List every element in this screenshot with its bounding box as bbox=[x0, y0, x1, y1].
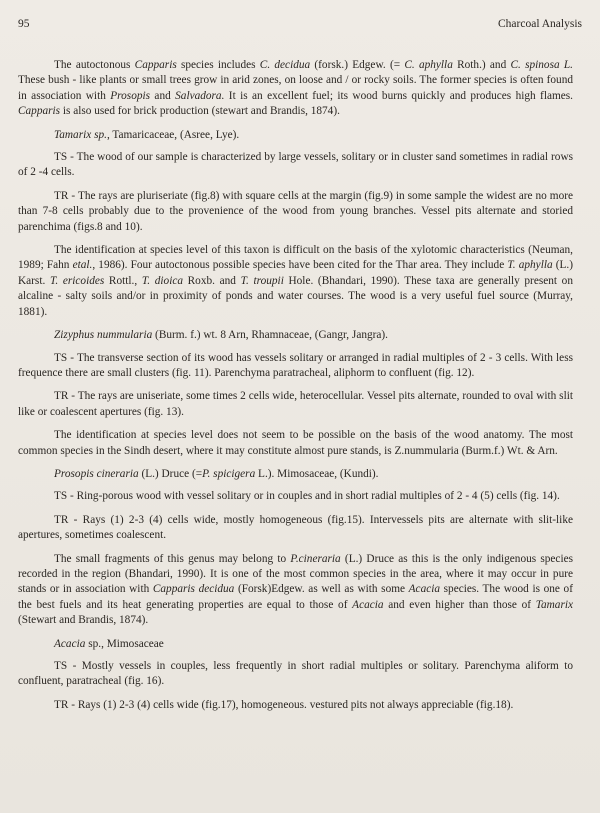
italic-run: Acacia bbox=[54, 637, 86, 650]
text-run: species includes bbox=[176, 59, 260, 71]
text-run: and bbox=[150, 89, 176, 102]
paragraph bbox=[18, 58, 573, 120]
text-run: TS - Mostly vessels in couples, less frequently in short radial multiples or solitary. Parenchyma aliform to confluent, paratracheal (fig. 16). bbox=[18, 660, 573, 688]
italic-run: T. dioica bbox=[141, 274, 183, 287]
page-header bbox=[18, 18, 582, 36]
text-run: TS - The transverse section of its wood has vessels solitary or arranged in radial multiples of 2 - 3 cells. With less frequence there are small clusters (fig. 11). Parenchyma paratracheal, aliphorm to confluent (fig. 12). bbox=[18, 351, 573, 379]
running-title: Charcoal Analysis bbox=[498, 18, 582, 30]
text-run: Roth.) and bbox=[452, 59, 511, 71]
species-heading bbox=[18, 637, 573, 652]
species-heading bbox=[18, 467, 573, 482]
text-run: species. The wood is one of the best fuels and its heat generating properties are equal to those of bbox=[18, 583, 573, 611]
italic-run: Acacia bbox=[352, 598, 384, 611]
text-run: The small fragments of this genus may belong to bbox=[54, 552, 291, 565]
text-run: (forsk.) Edgew. (= bbox=[310, 59, 405, 71]
italic-run: Capparis bbox=[18, 105, 61, 118]
paragraph bbox=[18, 189, 573, 235]
italic-run: C. spinosa L. bbox=[510, 59, 573, 71]
text-run: Rottl., bbox=[104, 274, 142, 287]
body-text bbox=[18, 58, 573, 721]
paragraph bbox=[18, 150, 573, 181]
paragraph bbox=[18, 389, 573, 420]
italic-run: Capparis decidua bbox=[152, 583, 235, 596]
italic-run: T. aphylla bbox=[507, 259, 553, 272]
paragraph bbox=[18, 351, 573, 382]
text-run: Hole. (Bhandari, 1990). These taxa are generally present on alcaline - salty soils and/or in proximity of ponds and water courses. The wood is a very useful fuel source (Murray, 1881). bbox=[18, 274, 573, 318]
text-run: TS - The wood of our sample is characterized by large vessels, solitary or in cluster sand sometimes in radial rows of 2 -4 cells. bbox=[18, 151, 573, 179]
italic-run: P.cineraria bbox=[290, 552, 341, 565]
italic-run: Zizyphus nummularia bbox=[54, 329, 153, 342]
paragraph bbox=[18, 428, 573, 459]
page-number: 95 bbox=[18, 18, 30, 30]
text-run: The autoctonous bbox=[54, 59, 135, 71]
italic-run: etal. bbox=[72, 259, 93, 272]
text-run: TR - The rays are uniseriate, some times 2 cells wide, heterocellular. Vessel pits alternate, rounded to oval with slit like or coalescent apertures (fig. 13). bbox=[18, 390, 573, 418]
species-heading bbox=[18, 328, 573, 343]
text-run: , 1986). Four autoctonous possible species have been cited for the Thar area. They include bbox=[92, 259, 508, 272]
text-run: (L.) Druce (= bbox=[138, 467, 203, 480]
italic-run: Prosopis bbox=[110, 89, 151, 102]
paragraph bbox=[18, 659, 573, 690]
text-run: (L.) Druce as this is the only indigenous species recorded in the region (Bhandari, 1990). It is one of the most common species in the area, where it may occur in pure stands or in association with bbox=[18, 552, 573, 596]
text-run: (Forsk)Edgew. as well as with some bbox=[234, 583, 409, 596]
italic-run: C. aphylla bbox=[404, 59, 453, 71]
text-run: L.). Mimosaceae, (Kundi). bbox=[255, 467, 379, 480]
text-run: TR - Rays (1) 2-3 (4) cells wide (fig.17), homogeneous. vestured pits not always appreciable (fig.18). bbox=[54, 698, 514, 711]
text-run: (Stewart and Brandis, 1874). bbox=[18, 614, 149, 627]
italic-run: Tamarix bbox=[535, 598, 573, 611]
text-run: (L.) Karst. bbox=[18, 259, 573, 287]
text-run: and even higher than those of bbox=[383, 598, 536, 611]
text-run: These bush - like plants or small trees grow in arid zones, on loose and / or rocky soils. The former species is often found in association with bbox=[18, 74, 573, 102]
text-run: , Tamaricaceae, (Asree, Lye). bbox=[106, 128, 240, 141]
italic-run: C. decidua bbox=[259, 59, 311, 71]
text-run: It is an excellent fuel; its wood burns quickly and produces high flames. bbox=[224, 89, 573, 102]
paragraph bbox=[18, 513, 573, 544]
italic-run: Prosopis cineraria bbox=[54, 467, 139, 480]
text-run: sp., Mimosaceae bbox=[85, 637, 164, 650]
italic-run: T. troupii bbox=[240, 274, 284, 287]
text-run: TR - The rays are pluriseriate (fig.8) with square cells at the margin (fig.9) in some sample the widest are no more than 7-8 cells probably due to the provenience of the wood from young branches. Vessel pits alternate and storied parenchima (figs.8 and 10). bbox=[18, 189, 573, 233]
italic-run: Tamarix sp. bbox=[54, 128, 107, 141]
italic-run: Salvadora. bbox=[175, 89, 225, 102]
italic-run: Capparis bbox=[134, 59, 177, 71]
paragraph bbox=[18, 698, 573, 713]
text-run: The identification at species level of this taxon is difficult on the basis of the xylotomic characteristics (Neuman, 1989; Fahn bbox=[18, 244, 573, 272]
italic-run: Acacia bbox=[408, 583, 441, 596]
text-run: TS - Ring-porous wood with vessel solitary or in couples and in short radial multiples of 2 - 4 (5) cells (fig. 14). bbox=[54, 490, 560, 503]
text-run: The identification at species level does not seem to be possible on the basis of the wood anatomy. The most common species in the Sindh desert, where it may constitute almost pure stands, is Z.nummularia (Burm.f.) Wt. & Arn. bbox=[18, 429, 573, 457]
italic-run: T. ericoides bbox=[49, 274, 105, 287]
text-run: is also used for brick production (stewart and Brandis, 1874). bbox=[60, 105, 340, 118]
text-run: TR - Rays (1) 2-3 (4) cells wide, mostly homogeneous (fig.15). Intervessels pits are alternate with slit-like apertures, sometimes coalescent. bbox=[18, 513, 573, 542]
italic-run: P. spicigera bbox=[202, 467, 256, 480]
text-run: (Burm. f.) wt. 8 Arn, Rhamnaceae, (Gangr, Jangra). bbox=[152, 329, 388, 342]
text-run: Roxb. and bbox=[183, 274, 241, 287]
species-heading bbox=[18, 128, 573, 143]
paragraph bbox=[18, 489, 573, 504]
paragraph bbox=[18, 243, 573, 320]
paragraph bbox=[18, 552, 573, 629]
